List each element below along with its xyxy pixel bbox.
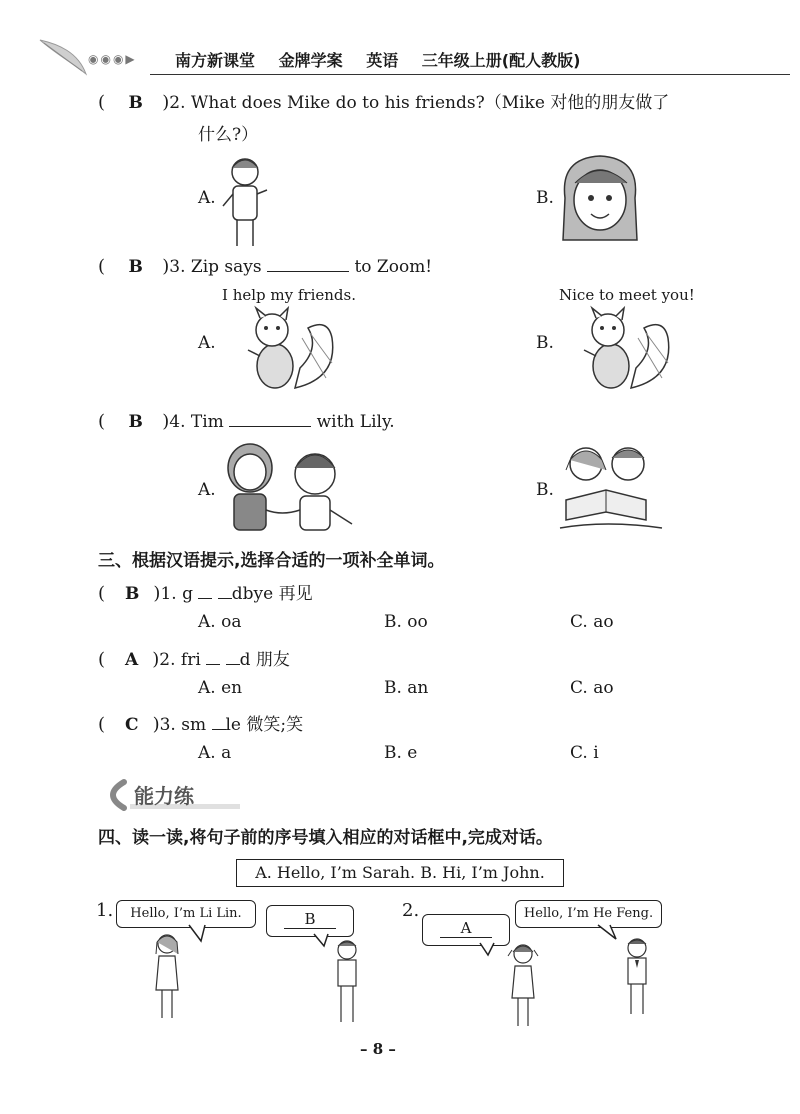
header-series: 南方新课堂 [175,51,256,70]
answer-blank[interactable] [267,257,349,272]
bubble-tail-icon [185,925,215,945]
header-subject: 英语 [366,51,399,70]
question-3 [98,256,432,277]
speech-bubble-left: Hello, I’m Li Lin. [116,900,256,928]
paren-open: ( [98,411,106,432]
word-meaning: 再见 [278,584,313,604]
word-start: g [182,584,193,604]
word-end: d [239,650,251,670]
answer-mark: B [128,412,143,432]
question-text: What does Mike do to his friends?（Mike 对他的朋友做了 [190,93,670,113]
feather-icon [38,38,88,78]
dialogue-number: 1. [96,900,114,921]
option-b-label: B. [536,480,554,500]
letter-blank[interactable] [226,650,240,665]
girl-figure [506,940,540,1032]
kids-reading-picture [556,440,666,532]
word-start: sm [181,715,207,735]
word-start: fri [180,650,201,670]
answer-mark: C [125,715,139,735]
option-c: C. ao [570,678,614,698]
squirrel-picture [240,308,340,396]
spelling-question-3: ( C )3. sm le 微笑;笑 [98,714,304,735]
question-number: 2. [159,650,176,670]
header-book: 金牌学案 [278,51,343,70]
answer-blank[interactable] [229,412,311,427]
boy-helping-picture [215,150,275,250]
bubble-answer: A [440,919,492,938]
boy-smiling-picture [555,148,645,243]
option-a-label: A. [198,333,216,353]
answer-mark: A [125,650,139,670]
question-2 [98,88,669,113]
question-text-after: with Lily. [316,412,395,432]
question-text-before: Tim [190,412,224,432]
question-text-before: Zip says [190,257,262,277]
option-b: B. e [384,743,418,763]
paren-close: ) [162,411,170,432]
caption-b: Nice to meet you! [559,286,695,304]
option-c: C. ao [570,612,614,632]
option-a: A. en [198,678,243,698]
answer-mark: B [125,584,140,604]
letter-blank[interactable] [198,584,212,599]
option-c: C. i [570,743,599,763]
paren-open: ( [98,92,106,113]
ability-label: 能力练 [134,784,194,808]
option-a-label: A. [198,188,216,208]
page-header [0,0,800,80]
speech-bubble-answer[interactable] [266,905,354,937]
option-b-label: B. [536,333,554,353]
boy-figure [620,936,654,1028]
spelling-question-1: ( B )1. g dbye 再见 [98,583,313,604]
question-number: 2. [169,93,186,113]
question-4 [98,411,395,432]
header-title [175,48,598,71]
option-b: B. an [384,678,429,698]
speech-bubble-right: Hello, I’m He Feng. [515,900,662,928]
header-divider [150,74,790,75]
kids-shaking-hands-picture [220,440,355,532]
question-number: 1. [160,584,177,604]
question-number: 4. [169,412,186,432]
paren-open: ( [98,256,106,277]
girl-figure [150,932,184,1024]
page-number: – 8 – [360,1040,396,1058]
decorative-dots-icon: ◉◉◉▶ [88,52,137,66]
question-number: 3. [159,715,176,735]
answer-mark: B [128,93,143,113]
boy-figure [330,938,364,1030]
question-number: 3. [169,257,186,277]
word-end: dbye [231,584,274,604]
section-3-title: 三、根据汉语提示,选择合适的一项补全单词。 [98,551,445,571]
speech-bubble-answer[interactable] [422,914,510,946]
letter-blank[interactable] [212,715,226,730]
choices-box: A. Hello, I’m Sarah. B. Hi, I’m John. [236,859,564,887]
letter-blank[interactable] [206,650,220,665]
letter-blank[interactable] [218,584,232,599]
question-text-after: to Zoom! [354,257,433,277]
option-a-label: A. [198,480,216,500]
option-a: A. oa [198,612,242,632]
section-4-title: 四、读一读,将句子前的序号填入相应的对话框中,完成对话。 [98,828,553,848]
paren-close: ) [162,92,170,113]
dialogue-number: 2. [402,900,420,921]
word-meaning: 微笑;笑 [246,715,304,735]
option-b-label: B. [536,188,554,208]
spelling-question-2: ( A )2. fri d 朋友 [98,649,290,670]
option-a: A. a [198,743,232,763]
question-text-line2: 什么?） [198,125,259,145]
word-meaning: 朋友 [255,650,290,670]
word-end: le [225,715,241,735]
header-grade: 三年级上册(配人教版) [421,51,581,70]
answer-mark: B [128,257,143,277]
option-b: B. oo [384,612,428,632]
bubble-tail-icon [478,943,508,959]
caption-a: I help my friends. [222,286,356,304]
bubble-answer: B [284,910,336,929]
paren-close: ) [162,256,170,277]
squirrel-picture [576,308,676,396]
